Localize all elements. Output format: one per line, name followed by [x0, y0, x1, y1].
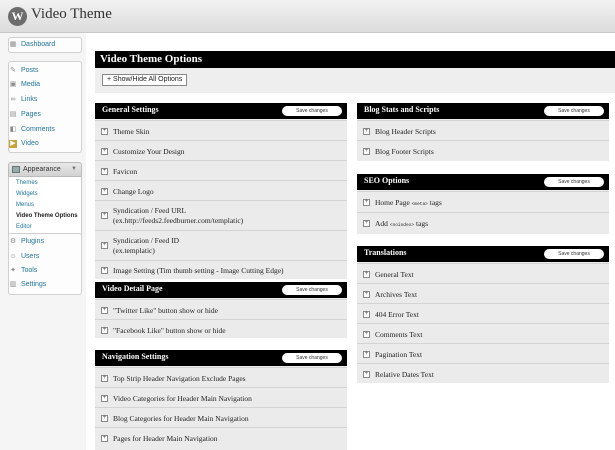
expand-icon[interactable]: +: [102, 435, 107, 441]
option-row[interactable]: + Blog Footer Scripts: [357, 140, 609, 161]
option-row[interactable]: + Top Strip Header Navigation Exclude Pages: [95, 367, 347, 387]
expand-icon[interactable]: +: [102, 242, 107, 248]
sidebar-item-pages[interactable]: ▤ Pages: [9, 110, 41, 118]
save-changes-button[interactable]: Save changes: [282, 353, 342, 363]
users-icon: ☺: [9, 252, 17, 260]
posts-icon: ✎: [10, 66, 16, 74]
panel-header: [357, 174, 609, 190]
chevron-down-icon[interactable]: ▼: [71, 166, 77, 172]
save-changes-button[interactable]: Save changes: [282, 285, 342, 295]
submenu-item-widgets[interactable]: Widgets: [16, 191, 38, 197]
expand-icon[interactable]: +: [364, 371, 369, 377]
expand-icon[interactable]: +: [364, 148, 369, 154]
links-icon: ∞: [10, 95, 16, 103]
wordpress-logo-icon: W: [8, 7, 27, 26]
panel-title: Navigation Settings: [102, 352, 169, 361]
expand-icon[interactable]: +: [102, 395, 107, 401]
expand-icon[interactable]: +: [364, 199, 369, 205]
show-hide-row: [95, 68, 615, 93]
page-title: Video Theme Options: [100, 53, 203, 65]
option-row[interactable]: + Blog Categories for Header Main Navigation: [95, 407, 347, 427]
option-row[interactable]: + Pagination Text: [357, 343, 609, 363]
option-row[interactable]: + Comments Text: [357, 323, 609, 343]
expand-icon[interactable]: +: [102, 148, 107, 154]
expand-icon[interactable]: +: [364, 351, 369, 357]
expand-icon[interactable]: +: [364, 291, 369, 297]
option-row[interactable]: + Home Page <meta> tags: [357, 191, 609, 212]
media-icon: ▣: [9, 80, 17, 88]
sidebar-item-posts[interactable]: ✎ Posts: [10, 66, 39, 74]
sidebar-item-settings[interactable]: ▥ Settings: [9, 280, 47, 288]
navigation-settings-panel: [95, 350, 347, 450]
expand-icon[interactable]: +: [364, 271, 369, 277]
dashboard-icon: ▦: [9, 40, 17, 48]
panel-header: [95, 350, 347, 366]
seo-options-panel: [357, 174, 609, 234]
sidebar-item-video[interactable]: ▶ Video: [10, 139, 39, 147]
panel-title: General Settings: [102, 105, 159, 114]
save-changes-button[interactable]: Save changes: [544, 177, 604, 187]
save-changes-button[interactable]: Save changes: [544, 106, 604, 116]
save-changes-button[interactable]: Save changes: [544, 249, 604, 259]
plugins-icon: ⚙: [9, 237, 17, 245]
option-row[interactable]: + Syndication / Feed ID (ex.templatic): [95, 230, 347, 260]
settings-icon: ▥: [9, 280, 17, 288]
panel-header: [357, 103, 609, 119]
option-row[interactable]: + Add <noindex> tags: [357, 212, 609, 234]
panel-header: [95, 103, 347, 119]
blog-stats-panel: [357, 103, 609, 161]
option-row[interactable]: + Blog Header Scripts: [357, 120, 609, 140]
video-detail-panel: [95, 282, 347, 338]
expand-icon[interactable]: +: [102, 415, 107, 421]
pages-icon: ▤: [9, 110, 17, 118]
option-row[interactable]: + Syndication / Feed URL (ex.http://feeds2.feedburner.com/templatic): [95, 200, 347, 230]
submenu-item-video-theme-options[interactable]: Video Theme Options: [16, 213, 78, 219]
option-row[interactable]: + Image Setting (Tim thumb setting - Image Cutting Edge): [95, 260, 347, 279]
appearance-icon: [12, 166, 20, 173]
page-title-bar: [95, 51, 615, 68]
sidebar-item-links[interactable]: ∞ Links: [10, 95, 38, 103]
expand-icon[interactable]: +: [364, 311, 369, 317]
option-row[interactable]: + Theme Skin: [95, 120, 347, 140]
show-hide-all-button[interactable]: + Show/Hide All Options: [102, 74, 187, 86]
expand-icon[interactable]: +: [102, 168, 107, 174]
expand-icon[interactable]: +: [102, 128, 107, 134]
tools-icon: ✦: [10, 266, 16, 274]
option-row[interactable]: + Customize Your Design: [95, 140, 347, 160]
option-row[interactable]: + Archives Text: [357, 283, 609, 303]
expand-icon[interactable]: +: [364, 331, 369, 337]
panel-title: Blog Stats and Scripts: [364, 105, 440, 114]
expand-icon[interactable]: +: [364, 128, 369, 134]
sidebar-item-dashboard[interactable]: ▦ Dashboard: [9, 40, 56, 48]
expand-icon[interactable]: +: [102, 267, 107, 273]
admin-header: [0, 0, 615, 33]
option-row[interactable]: + "Facebook Like" button show or hide: [95, 319, 347, 338]
option-row[interactable]: + "Twitter Like" button show or hide: [95, 299, 347, 319]
option-row[interactable]: + Pages for Header Main Navigation: [95, 427, 347, 447]
sidebar-item-plugins[interactable]: ⚙ Plugins: [9, 237, 44, 245]
expand-icon[interactable]: +: [102, 212, 107, 218]
general-settings-panel: [95, 103, 347, 279]
submenu-item-themes[interactable]: Themes: [16, 180, 38, 186]
save-changes-button[interactable]: Save changes: [282, 106, 342, 116]
sidebar-item-tools[interactable]: ✦ Tools: [10, 266, 38, 274]
submenu-item-editor[interactable]: Editor: [16, 224, 32, 230]
video-icon: ▶: [10, 139, 16, 147]
comments-icon: ◧: [9, 125, 17, 133]
option-row[interactable]: + General Text: [357, 263, 609, 283]
panel-title: Translations: [364, 248, 407, 257]
sidebar-item-comments[interactable]: ◧ Comments: [9, 125, 55, 133]
sidebar-item-appearance[interactable]: Appearance ▼: [8, 162, 82, 177]
sidebar-item-media[interactable]: ▣ Media: [9, 80, 41, 88]
submenu-item-menus[interactable]: Menus: [16, 202, 35, 208]
panel-header: [95, 282, 347, 298]
panel-header: [357, 246, 609, 262]
option-row[interactable]: + Change Logo: [95, 180, 347, 200]
admin-sidebar: [0, 33, 86, 450]
expand-icon[interactable]: +: [102, 375, 107, 381]
translations-panel: [357, 246, 609, 383]
option-row[interactable]: + Favicon: [95, 160, 347, 180]
panel-title: SEO Options: [364, 176, 410, 185]
expand-icon[interactable]: +: [102, 188, 107, 194]
expand-icon[interactable]: +: [102, 307, 107, 313]
option-row[interactable]: + Video Categories for Header Main Navigation: [95, 387, 347, 407]
option-row[interactable]: + 404 Error Text: [357, 303, 609, 323]
sidebar-item-users[interactable]: ☺ Users: [9, 252, 40, 260]
expand-icon[interactable]: +: [102, 327, 107, 333]
expand-icon[interactable]: +: [364, 220, 369, 226]
panel-title: Video Detail Page: [102, 284, 163, 293]
site-title[interactable]: Video Theme: [31, 6, 112, 22]
option-row[interactable]: + Relative Dates Text: [357, 363, 609, 383]
